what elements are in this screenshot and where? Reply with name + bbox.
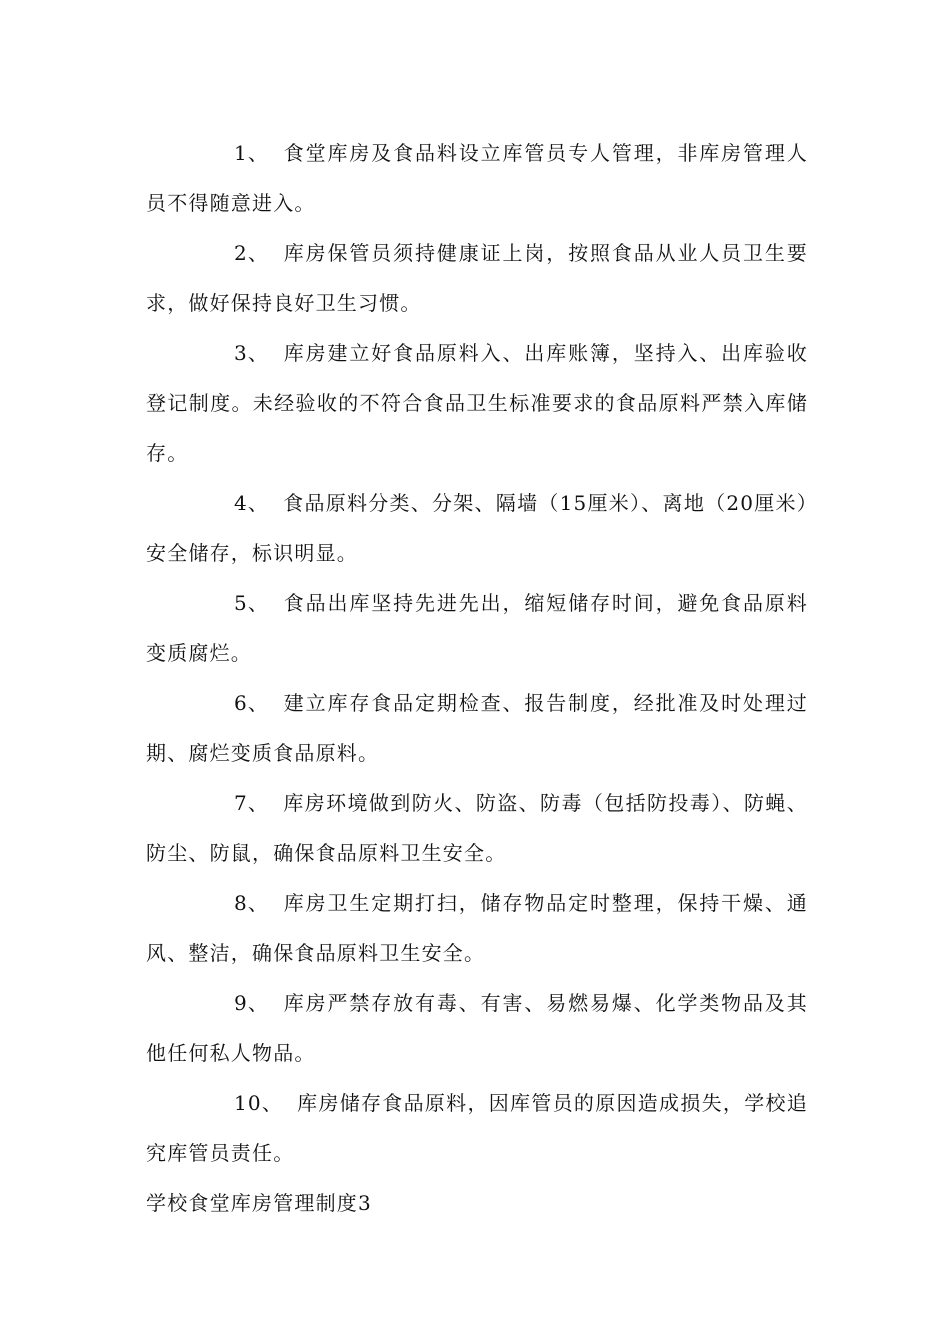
list-item (146, 328, 808, 478)
section-heading: 学校食堂库房管理制度3 (146, 1191, 372, 1215)
list-item (146, 578, 808, 678)
item-number: 4、 (234, 491, 270, 515)
item-number: 6、 (234, 691, 270, 715)
list-item (146, 1078, 808, 1178)
list-item (146, 778, 808, 878)
list-item (146, 478, 808, 578)
list-item (146, 228, 808, 328)
item-number: 10、 (234, 1091, 284, 1115)
item-text: 库房建立好食品原料入、出库账簿，坚持入、出库验收登记制度。未经验收的不符合食品卫生标准要求的食品原料严禁入库储存。 (146, 341, 808, 465)
item-text: 库房环境做到防火、防盗、防毒（包括防投毒）、防蝇、防尘、防鼠，确保食品原料卫生安全。 (146, 791, 808, 865)
list-item (146, 128, 808, 228)
item-number: 3、 (234, 341, 270, 365)
item-text: 库房保管员须持健康证上岗，按照食品从业人员卫生要求，做好保持良好卫生习惯。 (146, 241, 808, 315)
document-body (146, 128, 808, 1228)
item-number: 1、 (234, 141, 270, 165)
item-number: 9、 (234, 991, 270, 1015)
item-text: 食品原料分类、分架、隔墙（15厘米）、离地（20厘米）安全储存，标识明显。 (146, 491, 808, 565)
item-text: 建立库存食品定期检查、报告制度，经批准及时处理过期、腐烂变质食品原料。 (146, 691, 808, 765)
item-number: 5、 (234, 591, 270, 615)
item-text: 库房严禁存放有毒、有害、易燃易爆、化学类物品及其他任何私人物品。 (146, 991, 808, 1065)
item-number: 7、 (234, 791, 270, 815)
list-item (146, 678, 808, 778)
list-item (146, 978, 808, 1078)
list-item (146, 878, 808, 978)
item-text: 食堂库房及食品料设立库管员专人管理，非库房管理人员不得随意进入。 (146, 141, 808, 215)
item-number: 8、 (234, 891, 270, 915)
item-text: 食品出库坚持先进先出，缩短储存时间，避免食品原料变质腐烂。 (146, 591, 808, 665)
item-text: 库房储存食品原料，因库管员的原因造成损失，学校追究库管员责任。 (146, 1091, 808, 1165)
item-number: 2、 (234, 241, 270, 265)
item-text: 库房卫生定期打扫，储存物品定时整理，保持干燥、通风、整洁，确保食品原料卫生安全。 (146, 891, 808, 965)
